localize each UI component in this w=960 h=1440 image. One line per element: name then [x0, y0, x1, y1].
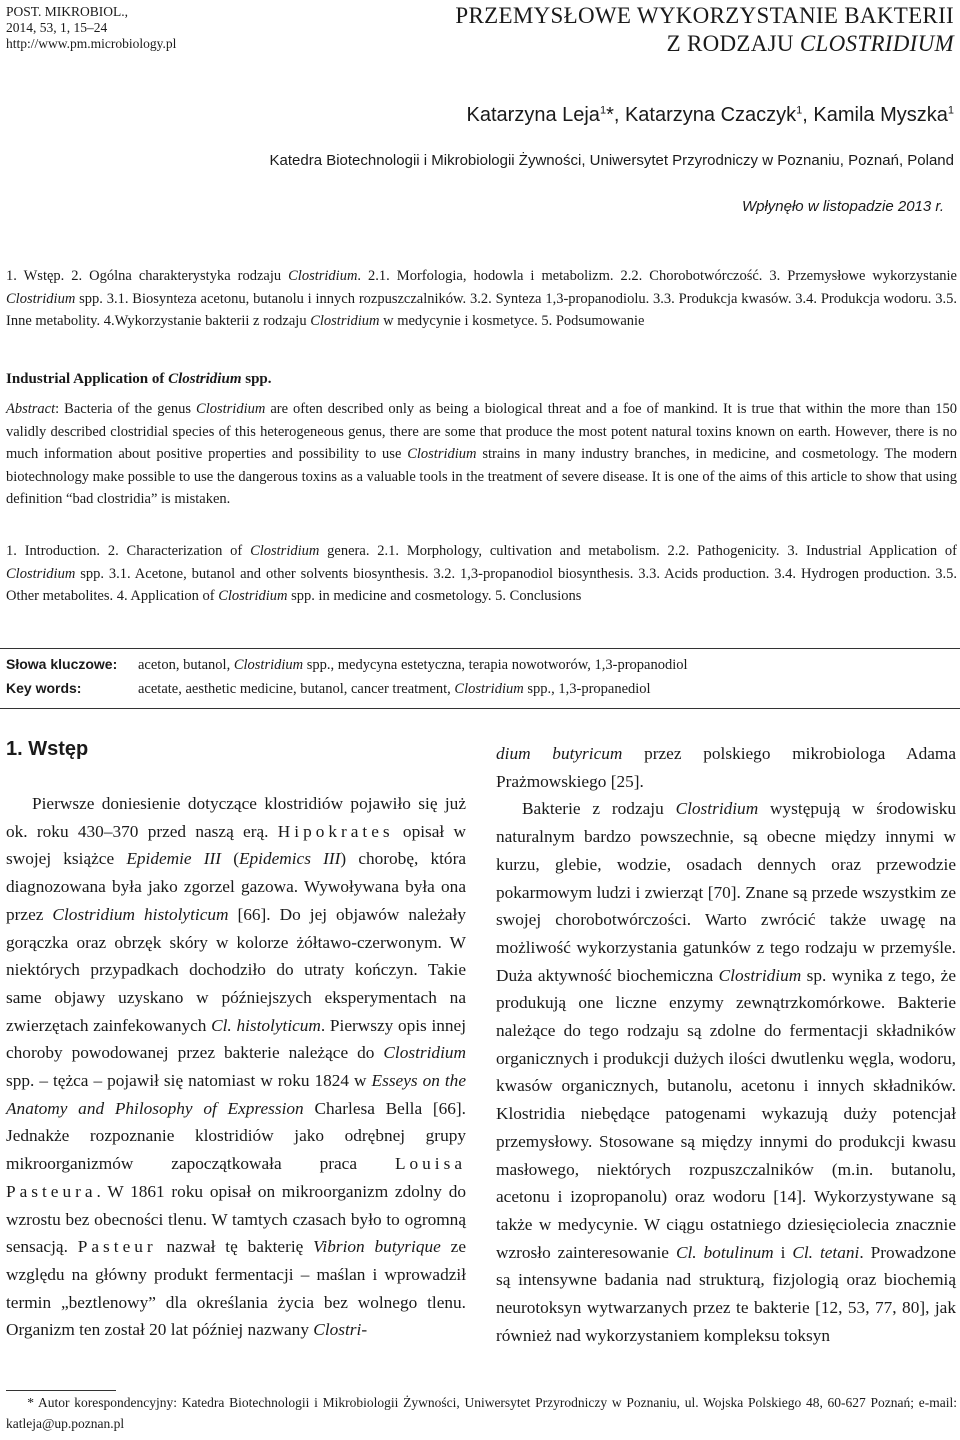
body-italic: Clostridium — [718, 965, 802, 985]
body-text: opisał w swojej książce — [6, 821, 467, 869]
footnote-rule — [6, 1390, 116, 1391]
body-text: występują w środowisku naturalnym bardzo powszechnie, są obecne między innymi w kurzu, glebie, wodzie, osadach dennych oraz przewodzie pokarmowym ludzi i zwierząt [70]. Znane są przede wszystkim ze swojej chorobotwórczości. Warto zwrócić także uwagę na możliwość wykorzystania gatunków z tego rodzaju w przemyśle. Duża aktywność biochemiczna — [496, 799, 956, 985]
body-italic: Cl. histolyticum — [211, 1015, 321, 1035]
body-text: przez polskiego mikrobiologa Adama Prażmowskiego [25]. — [496, 744, 957, 791]
title-line-2-prefix: Z RODZAJU — [666, 31, 800, 56]
body-column-left — [6, 790, 466, 1344]
body-text: ) chorobę, która diagnozowana była jako zgorzel gazowa. Wywoływana była ona przez — [6, 849, 466, 924]
body-italic: Vibrion butyrique — [313, 1237, 441, 1257]
keywords-en — [6, 677, 651, 700]
keywords-pl — [6, 653, 688, 676]
author-1-affil: 1 — [599, 104, 607, 117]
title-genus: CLOSTRIDIUM — [799, 31, 954, 56]
body-italic: Clostridium — [675, 799, 759, 819]
english-title-suffix: spp. — [241, 371, 272, 387]
body-text: Bakterie z rodzaju — [522, 799, 676, 819]
keywords-en-label: Key words: — [6, 680, 82, 696]
journal-citation — [6, 4, 176, 52]
author-1: Katarzyna Leja — [466, 104, 600, 126]
body-spaced-name: Pasteur — [77, 1237, 157, 1257]
toc-en-genus: Clostridium — [218, 588, 288, 605]
body-italic: Cl. botulinum — [675, 1242, 774, 1262]
body-italic: dium butyricum — [496, 744, 623, 763]
toc-en-text: spp. 3.1. Acetone, butanol and other solvents biosynthesis. 3.2. 1,3-propanodiol biosynthesis. 3.3. Acids production. 3.4. Hydrogen production. 3.5. Other metabolites. 4. Application of — [6, 565, 957, 605]
author-3: Kamila Myszka — [813, 104, 948, 126]
footnote-text: Autor korespondencyjny: Katedra Biotechnologii i Mikrobiologii Żywności, Uniwersytet Przyrodniczy w Poznaniu, ul. Wojska Polskiego 48, 60-627 Poznań; e-mail: katleja@up.poznan.pl — [6, 1395, 957, 1431]
abstract-text: strains in many industry branches, in medicine, and cosmetology. The modern biotechnology make possible to use the dangerous toxins as a valuable tools in the treatment of severe disease. It is one of the aims of this article to show that using definition “bad clostridia” is mistaken. — [6, 446, 957, 508]
abstract-genus: Clostridium — [196, 401, 266, 417]
article-title — [455, 2, 954, 58]
toc-pl-genus: Clostridium — [310, 313, 380, 330]
keywords-en-text: spp., 1,3-propanediol — [523, 681, 651, 697]
toc-pl-text: w medycynie i kosmetyce. 5. Podsumowanie — [379, 313, 645, 330]
body-italic: Epidemie III — [126, 849, 222, 869]
body-text: spp. – tężca – pojawił się natomiast w roku 1824 w — [6, 1071, 372, 1091]
section-heading: 1. Wstęp — [6, 738, 89, 760]
body-text: ze względu na główny produkt fermentacji – maślan i wprowadził termin „beztlenowy” dla określania życia bez wolnego tlenu. Organizm ten został 20 lat później nazwany — [6, 1237, 466, 1340]
body-italic: Epidemics III — [238, 849, 341, 869]
received-date: Wpłynęło w listopadzie 2013 r. — [741, 198, 944, 215]
body-italic: Esseys on the Anatomy and Philosophy of Expression — [6, 1071, 466, 1118]
keywords-pl-label: Słowa kluczowe: — [6, 656, 118, 672]
body-italic: Clostridium — [383, 1043, 466, 1063]
title-line-2 — [455, 30, 954, 58]
body-italic: Clostridium histolyticum — [52, 904, 229, 924]
english-title-genus: Clostridium — [168, 371, 242, 387]
author-2-affil: 1 — [796, 104, 803, 117]
abstract-label: Abstract — [6, 401, 56, 417]
toc-en-genus: Clostridium — [250, 543, 320, 559]
abstract-text: are often described only as being a biological threat and a foe of mankind. It is true that within the more than 150 validly described clostridial species of this heterogeneous genus, there are some that produce the most potent natural toxins known on earth. However, there is no much information about positive properties and possibility to use — [6, 401, 957, 463]
toc-pl-text: . 2.1. Morfologia, hodowla i metabolizm. 2.2. Chorobotwórczość. 3. Przemysłowe wykorzystanie — [357, 268, 957, 284]
toc-en-genus: Clostridium — [6, 565, 76, 582]
author-sep: , — [802, 104, 814, 126]
toc-pl-text: spp. 3.1. Biosynteza acetonu, butanolu i innych rozpuszczalników. 3.2. Synteza 1,3-propanodiolu. 3.3. Produkcja kwasów. 3.4. Produkcja wodoru. 3.5. Inne metabolity. 4.Wykorzystanie bakterii z rodzaju — [6, 290, 957, 330]
affiliation: Katedra Biotechnologii i Mikrobiologii Żywności, Uniwersytet Przyrodniczy w Poznaniu, Poznań, Poland — [269, 152, 954, 169]
table-of-contents-pl — [6, 265, 957, 333]
author-2: Katarzyna Czaczyk — [624, 104, 797, 126]
authors — [467, 104, 954, 127]
body-text: Charlesa Bella [66]. Jednakże rozpoznanie klostridiów jako odrębnej grupy mikroorganizmów zapoczątkowała praca — [6, 1098, 466, 1174]
toc-en-text: spp. in medicine and cosmetology. 5. Conclusions — [287, 588, 582, 605]
body-italic: Cl. tetani — [792, 1242, 860, 1262]
body-text: . Pierwszy opis innej choroby powodowanej przez bakterie należące do — [6, 1015, 467, 1063]
author-1-star: *, — [606, 104, 625, 126]
journal-name: POST. MIKROBIOL., — [6, 4, 129, 19]
toc-pl-genus: Clostridium — [6, 290, 76, 307]
body-text: . W 1861 roku opisał on mikroorganizm zdolny do wzrostu bez obecności tlenu. W tamtych czasach było to ogromną sensacją. — [6, 1181, 466, 1257]
journal-url[interactable]: http://www.pm.microbiology.pl — [6, 36, 177, 51]
english-title — [6, 368, 957, 391]
keywords-top-rule — [0, 648, 960, 649]
english-title-text: Industrial Application of — [6, 371, 169, 387]
abstract — [6, 398, 957, 511]
journal-volume: 2014, 53, 1, 15–24 — [6, 20, 108, 35]
footnote — [6, 1392, 957, 1434]
body-text: . Prowadzone są intensywne badania nad strukturą, fizjologią oraz biochemią neurotoksyn wytwarzanych przez te bakterie [12, 53, 77, 80], jak również nad wykorzystaniem kompleksu toksyn — [496, 1242, 957, 1345]
body-italic: Clostri- — [313, 1320, 368, 1340]
toc-pl-genus: Clostridium — [288, 268, 358, 284]
abstract-text: : Bacteria of the genus — [55, 401, 197, 417]
toc-pl-text: 1. Wstęp. 2. Ogólna charakterystyka rodzaju — [6, 268, 289, 284]
body-spaced-name: Louisa Pasteura — [6, 1154, 466, 1201]
keywords-pl-text: aceton, butanol, — [138, 657, 234, 673]
body-text: sp. wynika z tego, że produkują one liczne enzymy zewnątrzkomórkowe. Bakterie należące do tego rodzaju są zdolne do fermentacji składników organicznych i produkcji dużych ilości dwutlenku węgla, wodoru, kwasów organicznych, butanolu, acetonu i innych składników. Klostridia niebędące patogenami wykazują duży potencjał przemysłowy. Stosowane są między innymi do produkcji kwasu masłowego, niektórych rozpuszczalników (m.in. butanolu, acetonu i izopropanolu) oraz wodoru [14]. Wykorzystywane są także w medycynie. W ciągu ostatniego dziesięciolecia znacznie wzrosło zainteresowanie — [496, 965, 957, 1262]
body-spaced-name: Hipokrates — [277, 821, 394, 841]
body-text: Pierwsze doniesienie dotyczące klostridiów pojawiło się już ok. roku 430–370 przed naszą erą. — [6, 794, 466, 841]
keywords-en-genus: Clostridium — [454, 681, 524, 697]
table-of-contents-en — [6, 540, 957, 608]
toc-en-text: genera. 2.1. Morphology, cultivation and metabolism. 2.2. Pathogenicity. 3. Industrial Application of — [319, 543, 957, 559]
body-column-right — [496, 740, 956, 1349]
keywords-pl-text: spp., medycyna estetyczna, terapia nowotworów, 1,3-propanodiol — [303, 657, 688, 673]
body-text: i — [773, 1242, 793, 1262]
keywords-bottom-rule — [0, 708, 960, 709]
keywords-pl-genus: Clostridium — [233, 657, 304, 673]
body-text: [66]. Do jej objawów należały gorączka oraz obrzęk skóry w kolorze żółtawo-czerwonym. W niektórych przypadkach dochodziło do utraty kończyn. Takie same objawy uzyskano w późniejszych eksperymentach na zwierzętach zainfekowanych — [6, 904, 466, 1035]
title-line-1: PRZEMYSŁOWE WYKORZYSTANIE BAKTERII — [455, 3, 954, 28]
footnote-marker: * — [27, 1395, 34, 1410]
body-text: ( — [221, 849, 239, 869]
toc-en-text: 1. Introduction. 2. Characterization of — [6, 543, 251, 559]
abstract-genus: Clostridium — [407, 446, 477, 463]
author-3-affil: 1 — [947, 104, 954, 117]
body-text: nazwał tę bakterię — [156, 1237, 314, 1257]
keywords-en-text: acetate, aesthetic medicine, butanol, cancer treatment, — [138, 681, 455, 697]
